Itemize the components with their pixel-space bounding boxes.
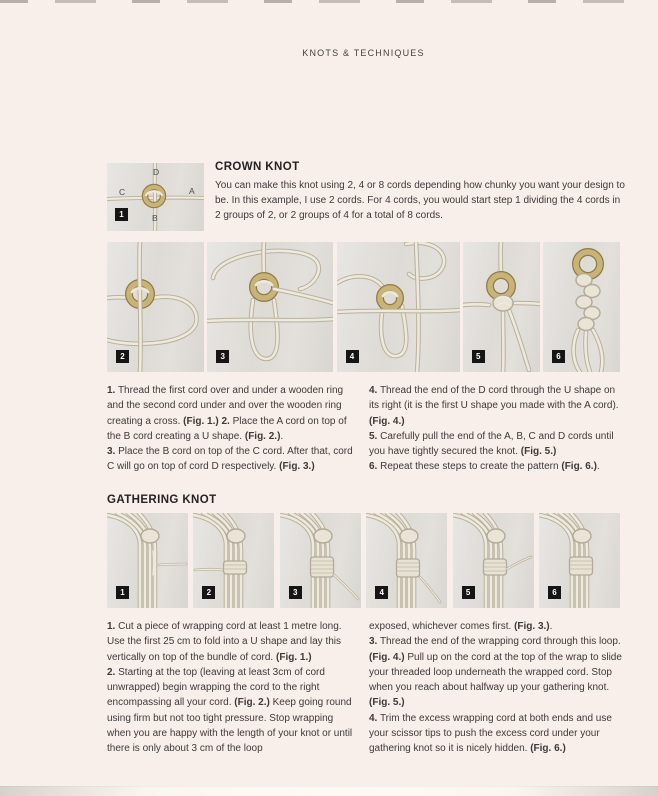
step-number-badge: 5 bbox=[462, 586, 475, 599]
step-number-badge: 2 bbox=[116, 350, 129, 363]
gathering-step-6-photo bbox=[539, 513, 620, 608]
step-number-badge: 1 bbox=[116, 586, 129, 599]
step-number-badge: 6 bbox=[548, 586, 561, 599]
crown-instructions-left-column: 1. Thread the first cord over and under a wooden ring and the second cord under and over the wooden ring creating a cross. (Fig. 1.) 2. Place the A cord on top of the B cord creating a U shape. (Fig. 2.). 3. Place the B cord on top of the C cord. After that, cord C will go on top of cord D respectively. (Fig. 3.) bbox=[107, 385, 353, 473]
crown-step-1-photo bbox=[107, 163, 204, 231]
gathering-step-3-photo bbox=[280, 513, 361, 608]
crown-step-2-photo bbox=[107, 242, 204, 372]
crown-step-5-photo bbox=[463, 242, 540, 372]
crown-knot-intro: You can make this knot using 2, 4 or 8 cords depending how chunky you want your design to be. In this example, I use 2 cords. For 4 cords, you would start step 1 dividing the 4 cords in 2 groups of 2, or 2 groups of 4 for a total of 8 cords. bbox=[215, 180, 625, 221]
crown-instructions-right-column: 4. Thread the end of the D cord through the U shape on its right (it is the first U shape you made with the A cord). (Fig. 4.) 5. Carefully pull the end of the A, B, C and D cords until you have tightly secured the knot. (Fig. 5.) 6. Repeat these steps to create the pattern (Fig. 6.). bbox=[369, 385, 619, 473]
gathering-step-5-photo bbox=[453, 513, 534, 608]
cord-label-a: A bbox=[189, 186, 195, 196]
cord-label-d: D bbox=[153, 167, 160, 177]
page-top-edge-shadow bbox=[0, 0, 658, 3]
step-number-badge: 2 bbox=[202, 586, 215, 599]
running-header: KNOTS & TECHNIQUES bbox=[302, 48, 425, 58]
step-number-badge: 4 bbox=[346, 350, 359, 363]
gathering-instructions-right-column: exposed, whichever comes first. (Fig. 3.). 3. Thread the end of the wrapping cord through this loop. (Fig. 4.) Pull up on the cord at the top of the wrap to slide your threaded loop underneath the wrapped cord. Stop when you reach about halfway up your gathering knot. (Fig. 5.) 4. Trim the excess wrapping cord at both ends and use your scissor tips to push the excess cord under your gathering knot so it is nicely hidden. (Fig. 6.) bbox=[369, 621, 622, 755]
cord-label-b: B bbox=[152, 213, 158, 223]
step-number-badge: 3 bbox=[289, 586, 302, 599]
step-number-badge: 3 bbox=[216, 350, 229, 363]
cord-label-c: C bbox=[119, 187, 126, 197]
gathering-step-2-photo bbox=[193, 513, 274, 608]
crown-step-photo-row bbox=[107, 242, 620, 372]
crown-step-3-photo bbox=[207, 242, 333, 372]
step-number-badge: 1 bbox=[115, 208, 128, 221]
crown-step-6-photo bbox=[543, 242, 620, 372]
gathering-step-4-photo bbox=[366, 513, 447, 608]
page-bottom-edge-shadow bbox=[0, 786, 658, 796]
gathering-instructions-left-column: 1. Cut a piece of wrapping cord at least 1 metre long. Use the first 25 cm to fold into a U shape and lay this vertically on top of the bundle of cord. (Fig. 1.) 2. Starting at the top (leaving at least 3cm of cord unwrapped) begin wrapping the cord to the right encompassing all your cord. (Fig. 2.) Keep going round using firm but not too tight pressure. Stop wrapping when you are happy with the length of your knot or until there is only about 3 cm of the loop bbox=[107, 621, 353, 755]
gathering-step-1-photo bbox=[107, 513, 188, 608]
step-number-badge: 6 bbox=[552, 350, 565, 363]
step-number-badge: 5 bbox=[472, 350, 485, 363]
gathering-knot-title: GATHERING KNOT bbox=[107, 494, 217, 506]
crown-step-4-photo bbox=[337, 242, 460, 372]
step-number-badge: 4 bbox=[375, 586, 388, 599]
crown-knot-title: CROWN KNOT bbox=[215, 161, 300, 173]
gathering-step-photo-row bbox=[107, 513, 620, 608]
